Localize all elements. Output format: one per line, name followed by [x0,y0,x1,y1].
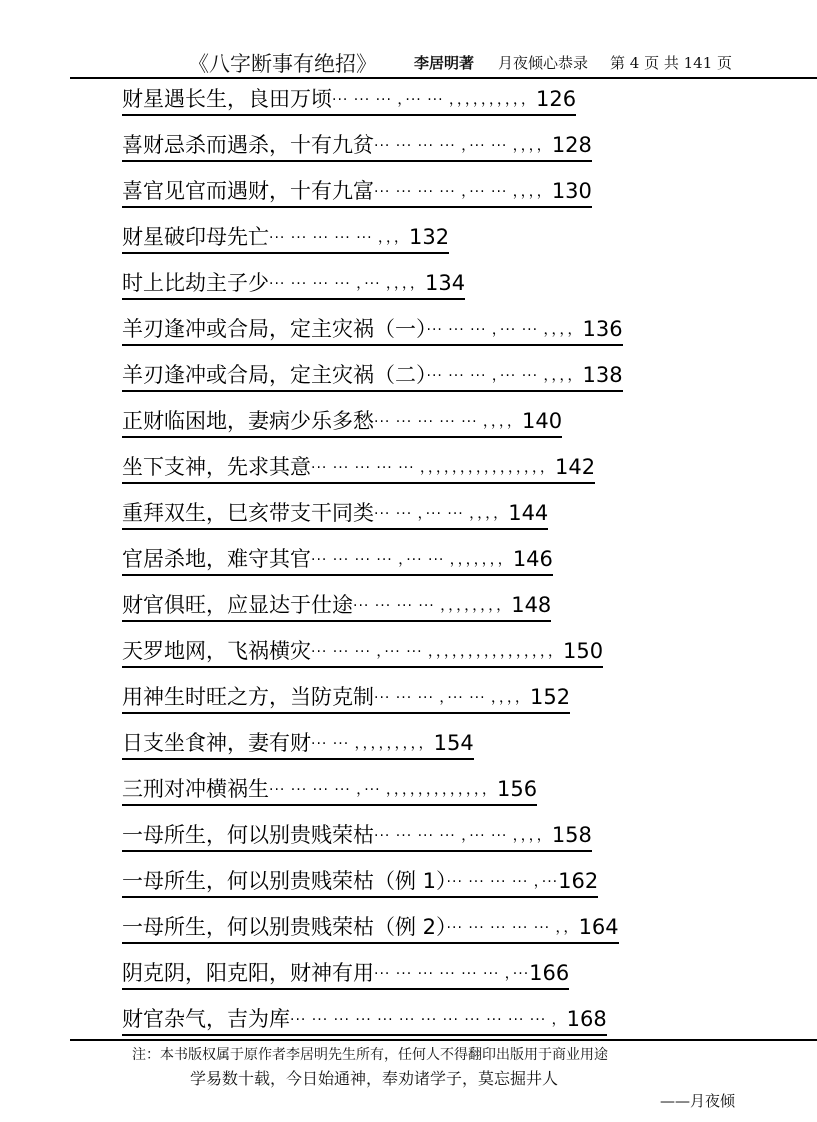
toc-entry-page: 168 [566,1007,607,1031]
toc-entry-title: 正财临困地，妻病少乐多愁 [122,409,374,433]
toc-entry[interactable] [122,958,569,990]
toc-entry-title: 财官俱旺，应显达于仕途 [122,593,353,617]
toc-entry-page: 166 [529,961,570,985]
toc-entry-title: 喜财忌杀而遇杀，十有九贫 [122,133,374,157]
toc-entry[interactable] [122,222,449,254]
toc-entry-leader: ··· ··· ··· ，··· ··· ，，，， [426,322,583,338]
book-author: 李居明著 [414,54,475,72]
toc-entry[interactable] [122,590,551,622]
toc-entry[interactable] [122,636,603,668]
toc-entry-title: 日支坐食神，妻有财 [122,731,311,755]
footer-divider [70,1039,817,1041]
toc-entry-page: 142 [555,455,596,479]
copyright-notice: 注：本书版权属于原作者李居明先生所有，任何人不得翻印出版用于商业用途 [132,1047,608,1063]
toc-entry-leader: ··· ··· ··· ··· ，··· [446,874,559,890]
toc-entry-page: 162 [558,869,599,893]
toc-entry[interactable] [122,314,623,346]
toc-entry-title: 时上比劫主子少 [122,271,269,295]
toc-entry-page: 156 [497,777,538,801]
toc-entry-leader: ··· ··· ··· ··· ··· ，，，，，，，，，，，，，，，， [311,460,556,476]
toc-entry-page: 154 [433,731,474,755]
toc-entry-title: 财星破印母先亡 [122,225,269,249]
toc-entry-title: 羊刃逢冲或合局，定主灾祸（二） [122,363,427,387]
toc-entry-leader: ··· ··· ，··· ··· ，，，， [374,506,509,522]
toc-entry-leader: ··· ··· ··· ··· ，，，，，，，， [353,598,512,614]
toc-entry[interactable] [122,866,598,898]
toc-entry-page: 148 [511,593,552,617]
toc-entry-page: 138 [582,363,623,387]
toc-entry-title: 财官杂气，吉为库 [122,1007,290,1031]
toc-entry-page: 132 [409,225,450,249]
toc-entry-page: 144 [508,501,549,525]
toc-entry-title: 用神生时旺之方，当防克制 [122,685,374,709]
toc-entry[interactable] [122,406,562,438]
toc-entry-page: 134 [425,271,466,295]
toc-entry-leader: ··· ··· ··· ··· ，··· ··· ，，，， [374,828,552,844]
toc-entry-leader: ··· ··· ··· ，··· ··· ，，，， [374,690,531,706]
toc-entry[interactable] [122,1004,607,1036]
toc-entry-title: 喜官见官而遇财，十有九富 [122,179,374,203]
toc-entry-title: 重拜双生，巳亥带支干同类 [122,501,374,525]
toc-entry[interactable] [122,728,474,760]
toc-entry-leader: ··· ··· ··· ··· ··· ，，， [269,230,410,246]
toc-entry-leader: ··· ··· ··· ，··· ··· ，，，，，，，，，，，，，，，， [311,644,564,660]
toc-entry-leader: ··· ··· ··· ··· ，··· ，，，， [269,276,426,292]
toc-entry[interactable] [122,544,553,576]
toc-entry-page: 164 [578,915,619,939]
footer-motto: 学易数十载，今日始通神，奉劝诸学子，莫忘掘井人 [190,1069,559,1088]
toc-entry-title: 一母所生，何以别贵贱荣枯（例 2） [122,915,447,939]
toc-entry-page: 158 [551,823,592,847]
toc-entry[interactable] [122,360,623,392]
header-divider [70,77,817,79]
toc-entry-leader: ··· ··· ··· ··· ，··· ··· ，，，， [374,138,552,154]
toc-entry[interactable] [122,682,570,714]
toc-entry[interactable] [122,452,595,484]
toc-entry-leader: ··· ··· ··· ··· ，··· ··· ，，，，，，， [311,552,513,568]
footer-signature: ——月夜倾 [660,1092,736,1110]
toc-entry[interactable] [122,774,537,806]
toc-entry[interactable] [122,130,592,162]
toc-entry-title: 官居杀地，难守其官 [122,547,311,571]
toc-entry-page: 150 [563,639,604,663]
toc-entry-leader: ··· ··· ··· ··· ，··· ··· ，，，， [374,184,552,200]
toc-entry-title: 坐下支神，先求其意 [122,455,311,479]
toc-entry-leader: ··· ··· ··· ··· ··· ，，，， [374,414,523,430]
toc-entry-leader: ··· ··· ··· ··· ··· ··· ，··· [374,966,530,982]
toc-entry[interactable] [122,84,576,116]
toc-entry-leader: ··· ··· ，，，，，，，，， [311,736,434,752]
toc-entry-title: 天罗地网，飞祸横灾 [122,639,311,663]
toc-entry[interactable] [122,912,619,944]
book-title: 《八字断事有绝招》 [188,52,377,76]
toc-entry[interactable] [122,820,592,852]
toc-entry-page: 146 [512,547,553,571]
toc-entry-leader: ··· ··· ··· ，··· ··· ，，，， [426,368,583,384]
toc-entry-title: 三刑对冲横祸生 [122,777,269,801]
toc-entry-page: 136 [582,317,623,341]
book-recorder: 月夜倾心恭录 [498,54,589,72]
page-header [70,44,744,78]
page-number-info: 第 4 页 共 141 页 [610,54,733,72]
toc-entry-page: 128 [551,133,592,157]
toc-entry-title: 一母所生，何以别贵贱荣枯 [122,823,374,847]
toc-entry-title: 阴克阴，阳克阳，财神有用 [122,961,374,985]
toc-entry-page: 130 [551,179,592,203]
toc-entry-page: 140 [522,409,563,433]
toc-entry[interactable] [122,268,465,300]
toc-entry-leader: ··· ··· ··· ··· ··· ，， [446,920,579,936]
toc-entry[interactable] [122,176,592,208]
toc-entry-leader: ··· ··· ··· ··· ，··· ，，，，，，，，，，，，， [269,782,498,798]
toc-entry-leader: ··· ··· ··· ··· ··· ··· ··· ··· ··· ··· ··· ··· ， [290,1012,567,1028]
toc-entry-title: 一母所生，何以别贵贱荣枯（例 1） [122,869,447,893]
toc-entry-title: 财星遇长生，良田万顷 [122,87,332,111]
toc-entry[interactable] [122,498,548,530]
toc-entry-page: 126 [536,87,577,111]
toc-entry-title: 羊刃逢冲或合局，定主灾祸（一） [122,317,427,341]
toc-entry-leader: ··· ··· ··· ，··· ··· ，，，，，，，，，， [332,92,537,108]
toc-entry-page: 152 [530,685,571,709]
